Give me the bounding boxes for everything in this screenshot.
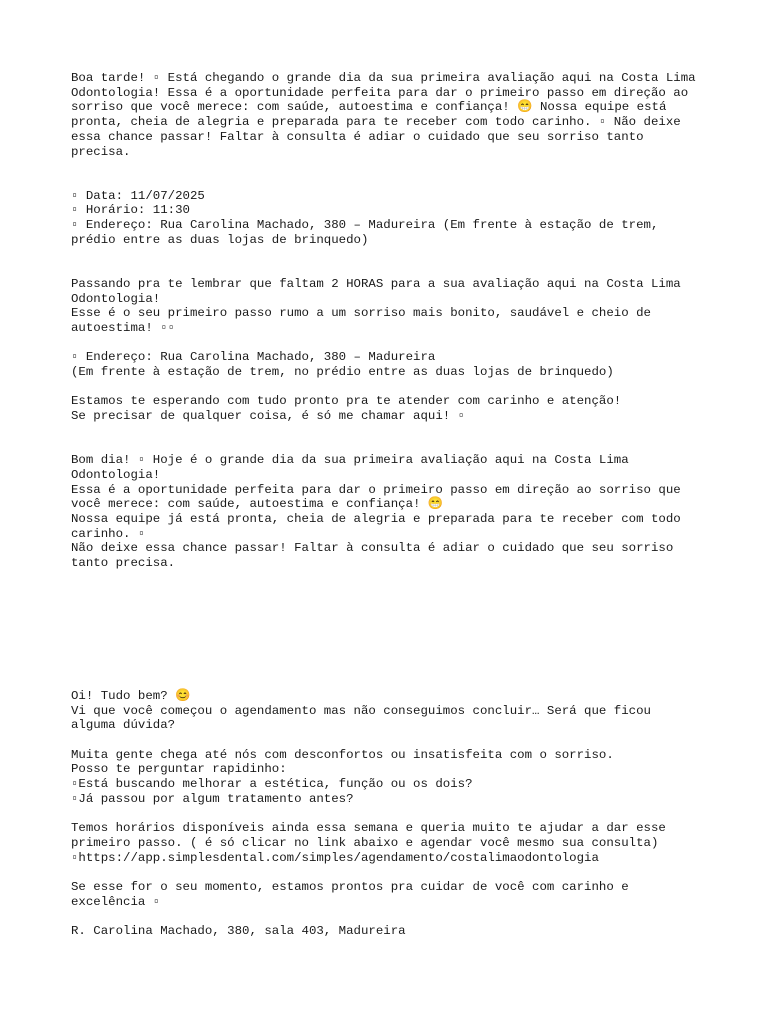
message-4-greeting (71, 689, 701, 733)
text-line: tanto precisa. (71, 556, 176, 571)
time-line: ▫ Horário: 11:30 (71, 203, 190, 218)
text-line: Se esse for o seu momento, estamos prontos pra cuidar de você com carinho e (71, 879, 629, 894)
text-line: Não deixe essa chance passar! Faltar à consulta é adiar o cuidado que seu sorriso (71, 541, 674, 556)
message-2-intro (71, 277, 701, 336)
address-line: ▫ Endereço: Rua Carolina Machado, 380 – Madureira (Em frente à estação de trem, (71, 218, 659, 233)
text-line: você merece: com saúde, autoestima e confiança! 😁 (71, 497, 444, 512)
message-4-closing (71, 880, 701, 909)
text-line: Odontologia! (71, 467, 161, 482)
text-line: Se precisar de qualquer coisa, é só me chamar aqui! ▫ (71, 409, 466, 424)
text-line: sorriso que você merece: com saúde, autoestima e confiança! 😁 Nossa equipe está (71, 100, 667, 115)
text-line: Temos horários disponíveis ainda essa semana e queria muito te ajudar a dar esse (71, 821, 666, 836)
message-1-details (71, 189, 701, 248)
message-4-address (71, 924, 701, 939)
text-line: Essa é a oportunidade perfeita para dar o primeiro passo em direção ao sorriso que (71, 482, 681, 497)
address-line: R. Carolina Machado, 380, sala 403, Madureira (71, 924, 406, 939)
address-line: (Em frente à estação de trem, no prédio entre as duas lojas de brinquedo) (71, 365, 614, 380)
message-4-questions (71, 748, 701, 807)
text-line: Posso te perguntar rapidinho: (71, 762, 287, 777)
text-line: Oi! Tudo bem? 😊 (71, 688, 191, 703)
text-line: Vi que você começou o agendamento mas não conseguimos concluir… Será que ficou (71, 703, 651, 718)
document-page (71, 71, 701, 939)
address-line: prédio entre as duas lojas de brinquedo) (71, 232, 369, 247)
message-2-closing (71, 394, 701, 423)
text-line: Bom dia! ▫ Hoje é o grande dia da sua primeira avaliação aqui na Costa Lima (71, 453, 629, 468)
message-1-intro (71, 71, 701, 159)
message-2-address (71, 350, 701, 379)
text-line: pronta, cheia de alegria e preparada para te receber com todo carinho. ▫ Não deixe (71, 115, 681, 130)
text-line: alguma dúvida? (71, 718, 176, 733)
question-line: ▫Está buscando melhorar a estética, função ou os dois? (71, 777, 473, 792)
text-line: Esse é o seu primeiro passo rumo a um sorriso mais bonito, saudável e cheio de (71, 306, 651, 321)
text-line: Muita gente chega até nós com desconfortos ou insatisfeita com o sorriso. (71, 747, 614, 762)
text-line: autoestima! ▫▫ (71, 320, 176, 335)
text-line: precisa. (71, 144, 131, 159)
message-4-schedule (71, 821, 701, 865)
text-line: Passando pra te lembrar que faltam 2 HORAS para a sua avaliação aqui na Costa Lima (71, 276, 681, 291)
question-line: ▫Já passou por algum tratamento antes? (71, 791, 354, 806)
text-line: Estamos te esperando com tudo pronto pra te atender com carinho e atenção! (71, 394, 622, 409)
text-line: primeiro passo. ( é só clicar no link abaixo e agendar você mesmo sua consulta) (71, 835, 659, 850)
message-3-body (71, 453, 701, 571)
text-line: Nossa equipe já está pronta, cheia de alegria e preparada para te receber com todo (71, 512, 681, 527)
address-line: ▫ Endereço: Rua Carolina Machado, 380 – Madureira (71, 350, 436, 365)
text-line: Odontologia! Essa é a oportunidade perfeita para dar o primeiro passo em direção ao (71, 85, 689, 100)
text-line: essa chance passar! Faltar à consulta é adiar o cuidado que seu sorriso tanto (71, 129, 644, 144)
text-line: Boa tarde! ▫ Está chegando o grande dia da sua primeira avaliação aqui na Costa Lima (71, 71, 696, 85)
scheduling-link[interactable]: ▫https://app.simplesdental.com/simples/agendamento/costalimaodontologia (71, 850, 599, 865)
text-line: carinho. ▫ (71, 526, 146, 541)
text-line: Odontologia! (71, 291, 161, 306)
date-line: ▫ Data: 11/07/2025 (71, 188, 205, 203)
text-line: excelência ▫ (71, 894, 161, 909)
